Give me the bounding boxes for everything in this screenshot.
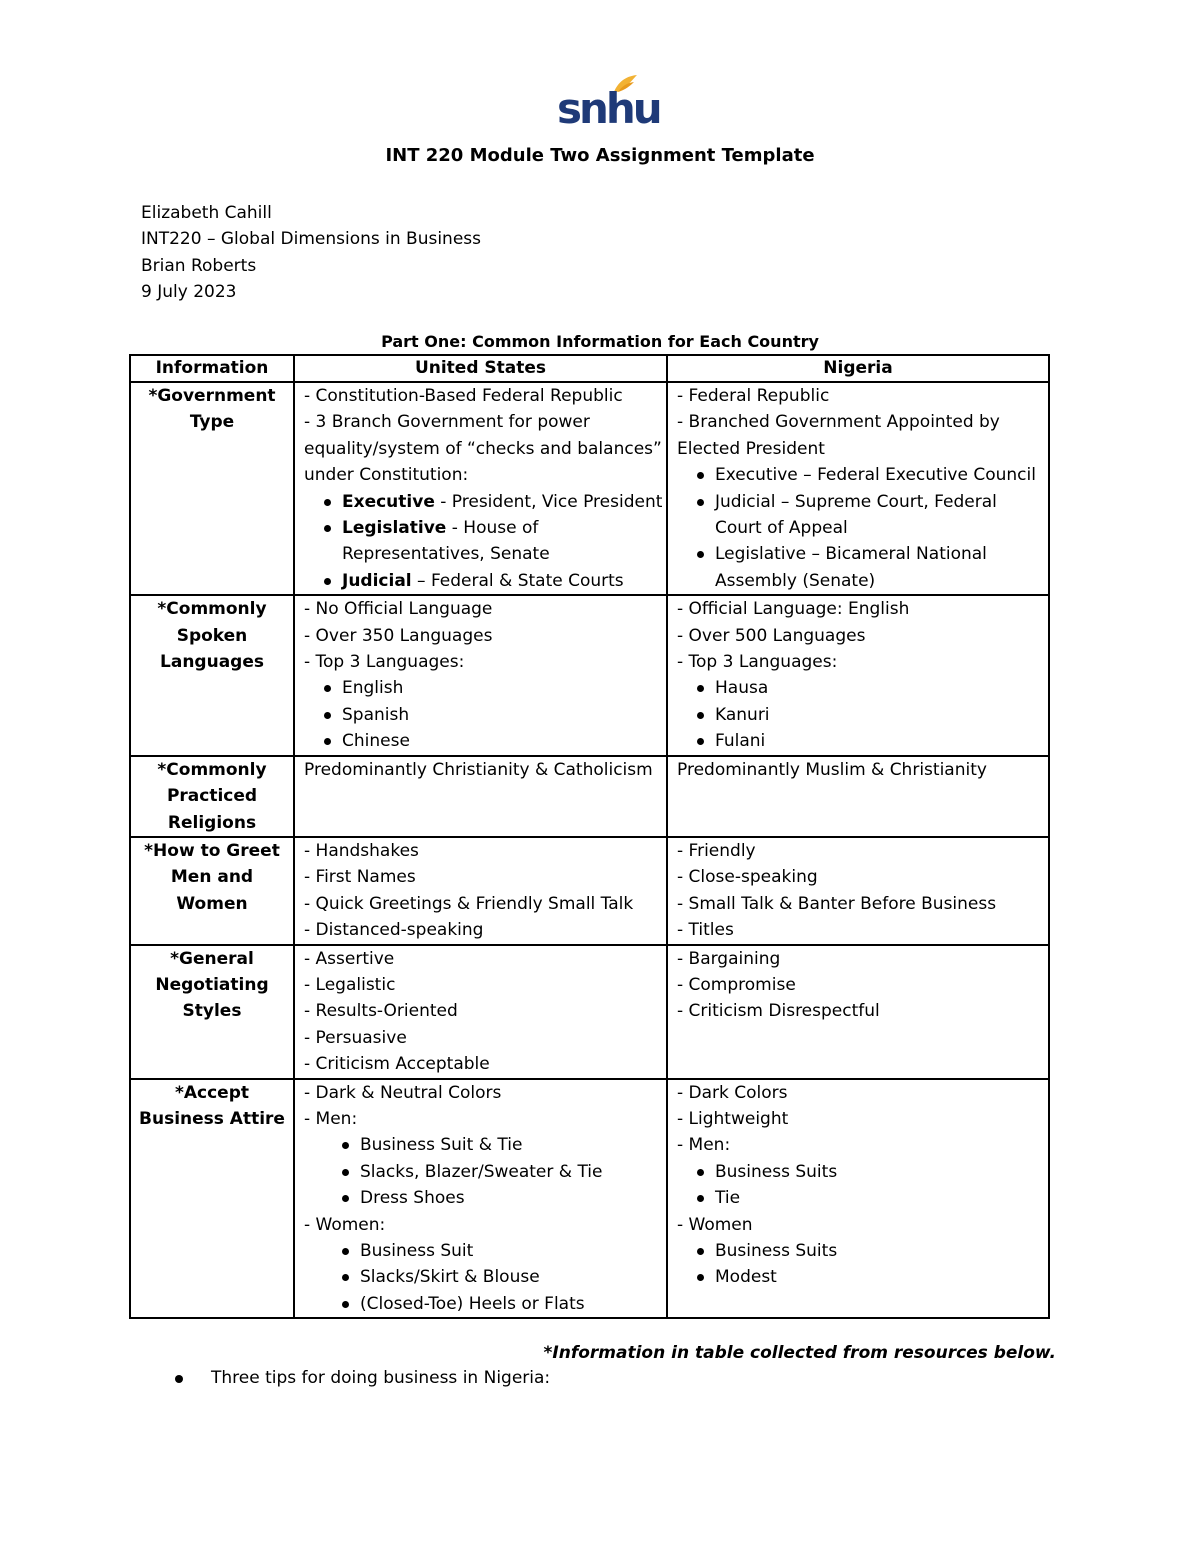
cell-line: - Handshakes (304, 840, 419, 861)
cell-line: - Federal Republic (677, 386, 830, 406)
ng-women-attire-list (677, 1238, 1048, 1291)
cell-line: - Women: (304, 1214, 386, 1235)
list-item: Hausa (715, 675, 1048, 701)
cell-line: - Women (677, 1214, 753, 1235)
ng-greetings-cell (667, 837, 1049, 945)
list-item: Slacks, Blazer/Sweater & Tie (360, 1159, 666, 1185)
ng-negotiating-cell (667, 945, 1049, 1079)
cell-line: - Official Language: English (677, 599, 910, 620)
part-one-title: Part One: Common Information for Each Country (381, 332, 819, 351)
term-detail: - President, Vice President (434, 491, 663, 512)
list-item: Executive – Federal Executive Council (715, 462, 1048, 488)
cell-line: - Criticism Acceptable (304, 1054, 490, 1075)
list-item (342, 489, 666, 515)
bold-term: Judicial (342, 570, 412, 591)
header-information: Information (130, 355, 294, 382)
cell-line: - Top 3 Languages: (677, 652, 838, 673)
list-item: English (342, 675, 666, 701)
header-nigeria: Nigeria (667, 355, 1049, 382)
tips-heading: Three tips for doing business in Nigeria: (211, 1368, 551, 1388)
row-label: *General Negotiating Styles (130, 945, 294, 1079)
cell-line: - Dark & Neutral Colors (304, 1082, 502, 1103)
list-item: Kanuri (715, 702, 1048, 728)
cell-line: - 3 Branch Government for power equality/system of “checks and balances” under Constitution: (304, 412, 662, 486)
cell-line: - Assertive (304, 948, 395, 969)
list-item: Legislative – Bicameral National Assembly (Senate) (715, 541, 1048, 594)
instructor-name: Brian Roberts (141, 255, 257, 276)
term-detail: – Federal & State Courts (411, 570, 624, 591)
cell-line: - Distanced-speaking (304, 920, 484, 941)
cell-line: - First Names (304, 867, 416, 888)
cell-line: - Titles (677, 920, 734, 941)
cell-line: - Compromise (677, 974, 796, 995)
ng-government-cell (667, 382, 1049, 595)
ng-branch-list (677, 462, 1048, 594)
list-item: Business Suit (360, 1238, 666, 1264)
logo-wordmark: snhu (557, 84, 660, 133)
cell-line: - Top 3 Languages: (304, 652, 465, 673)
cell-line: - Legalistic (304, 974, 396, 995)
row-label: *Accept Business Attire (130, 1079, 294, 1319)
us-government-cell (294, 382, 667, 595)
table-row-attire (130, 1079, 1049, 1319)
bold-term: Executive (342, 491, 435, 512)
table-header-row (130, 355, 1049, 382)
cell-line: - Bargaining (677, 948, 781, 969)
us-language-list (304, 675, 666, 754)
cell-line: - Constitution-Based Federal Republic (304, 386, 623, 406)
list-item: Chinese (342, 728, 666, 754)
us-men-attire-list (304, 1132, 666, 1211)
list-item: Slacks/Skirt & Blouse (360, 1264, 666, 1290)
us-branch-list (304, 489, 666, 595)
list-item (342, 568, 666, 594)
cell-line: - Friendly (677, 840, 756, 861)
us-greetings-cell (294, 837, 667, 945)
list-item: Business Suit & Tie (360, 1132, 666, 1158)
cell-line: - Persuasive (304, 1027, 407, 1048)
list-item: Fulani (715, 728, 1048, 754)
snhu-logo (557, 74, 660, 134)
cell-line: - Results-Oriented (304, 1001, 458, 1022)
table-row-negotiating (130, 945, 1049, 1079)
ng-languages-cell (667, 595, 1049, 755)
cell-line: - Dark Colors (677, 1082, 788, 1103)
table-row-religions (130, 756, 1049, 837)
cell-line: - Small Talk & Banter Before Business (677, 893, 997, 914)
list-item (342, 515, 666, 568)
cell-line: - Over 500 Languages (677, 625, 866, 646)
list-item: Judicial – Supreme Court, Federal Court of Appeal (715, 489, 1048, 542)
course-name: INT220 – Global Dimensions in Business (141, 229, 481, 250)
cell-line: - Over 350 Languages (304, 625, 493, 646)
list-item: Business Suits (715, 1159, 1048, 1185)
ng-attire-cell (667, 1079, 1049, 1319)
cell-line: - Criticism Disrespectful (677, 1001, 880, 1022)
cell-line: - No Official Language (304, 599, 493, 620)
ng-language-list (677, 675, 1048, 754)
list-item: Business Suits (715, 1238, 1048, 1264)
country-info-table (129, 354, 1050, 1319)
document-title: INT 220 Module Two Assignment Template (385, 145, 815, 166)
us-languages-cell (294, 595, 667, 755)
cell-line: - Men: (304, 1108, 358, 1129)
us-women-attire-list (304, 1238, 666, 1317)
row-label: *Commonly Spoken Languages (130, 595, 294, 755)
list-item: Spanish (342, 702, 666, 728)
document-date: 9 July 2023 (141, 281, 237, 302)
cell-line: - Quick Greetings & Friendly Small Talk (304, 893, 634, 914)
row-label: *Commonly Practiced Religions (130, 756, 294, 837)
table-row-government (130, 382, 1049, 595)
us-negotiating-cell (294, 945, 667, 1079)
list-item: Modest (715, 1264, 1048, 1290)
cell-line: - Lightweight (677, 1108, 789, 1129)
ng-men-attire-list (677, 1159, 1048, 1212)
list-item: Dress Shoes (360, 1185, 666, 1211)
author-name: Elizabeth Cahill (141, 203, 272, 223)
header-united-states: United States (294, 355, 667, 382)
list-item: (Closed-Toe) Heels or Flats (360, 1291, 666, 1317)
row-label: *How to Greet Men and Women (130, 837, 294, 945)
table-row-languages (130, 595, 1049, 755)
cell-line: - Close-speaking (677, 867, 818, 888)
bold-term: Legislative (342, 518, 447, 539)
bullet-icon (175, 1375, 183, 1383)
cell-line: - Branched Government Appointed by Elected President (677, 412, 1000, 459)
document-meta (141, 200, 481, 305)
cell-line: - Men: (677, 1135, 731, 1156)
us-religions-cell: Predominantly Christianity & Catholicism (294, 756, 667, 837)
row-label: *Government Type (130, 382, 294, 595)
us-attire-cell (294, 1079, 667, 1319)
list-item: Tie (715, 1185, 1048, 1211)
term-detail: - House of Representatives, Senate (342, 518, 550, 565)
table-row-greetings (130, 837, 1049, 945)
ng-religions-cell: Predominantly Muslim & Christianity (667, 756, 1049, 837)
table-footnote: *Information in table collected from resources below. (543, 1343, 1056, 1363)
